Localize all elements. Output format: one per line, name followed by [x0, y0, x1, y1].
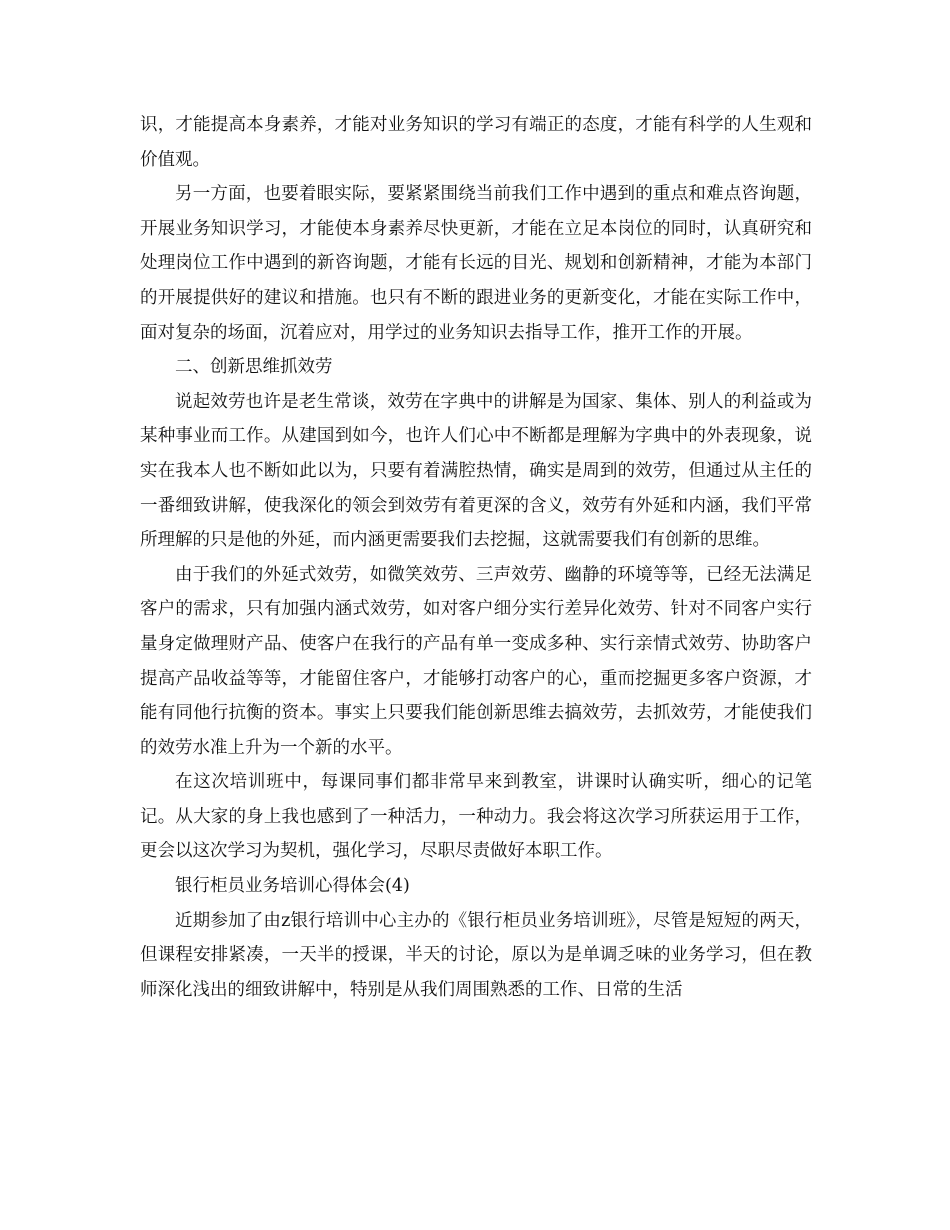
- paragraph-training-class: 在这次培训班中，每课同事们都非常早来到教室，讲课时认确实听，细心的记笔记。从大家的身上我也感到了一种活力，一种动力。我会将这次学习所获运用于工作，更会以这次学习为契机，强化学习，尽职尽责做好本职工作。: [140, 772, 812, 862]
- paragraph-service-meaning: 说起效劳也许是老生常谈，效劳在字典中的讲解是为国家、集体、别人的利益或为某种事业而工作。从建国到如今，也许人们心中不断都是理解为字典中的外表现象，说实在我本人也不断如此以为，只要有着满腔热情，确实是周到的效劳，但通过从主任的一番细致讲解，使我深化的领会到效劳有着更深的含义，效劳有外延和内涵，我们平常所理解的只是他的外延，而内涵更需要我们去挖掘，这就需要我们有创新的思维。: [140, 391, 812, 551]
- section-heading-part-4: 银行柜员业务培训心得体会(4): [175, 876, 410, 897]
- paragraph-recent-training: 近期参加了由z银行培训中心主办的《银行柜员业务培训班》，尽管是短短的两天，但课程安排紧凑，一天半的授课，半天的讨论，原以为是单调乏味的业务学习，但在教师深化浅出的细致讲解中，特别是从我们周围熟悉的工作、日常的生活: [140, 910, 812, 1000]
- section-heading-innovative-service: 二、创新思维抓效劳: [175, 357, 333, 378]
- paragraph-business-study: 另一方面，也要着眼实际，要紧紧围绕当前我们工作中遇到的重点和难点咨询题，开展业务知识学习，才能使本身素养尽快更新，才能在立足本岗位的同时，认真研究和处理岗位工作中遇到的新咨询题，才能有长远的目光、规划和创新精神，才能为本部门的开展提供好的建议和措施。也只有不断的跟进业务的更新变化，才能在实际工作中，面对复杂的场面，沉着应对，用学过的业务知识去指导工作，推开工作的开展。: [140, 184, 812, 343]
- document-body: [140, 108, 812, 1007]
- paragraph-intensive-service: 由于我们的外延式效劳，如微笑效劳、三声效劳、幽静的环境等等，已经无法满足客户的需求，只有加强内涵式效劳，如对客户细分实行差异化效劳、针对不同客户实行量身定做理财产品、使客户在我行的产品有单一变成多种、实行亲情式效劳、协助客户提高产品收益等等，才能留住客户，才能够打动客户的心，重而挖掘更多客户资源，才能有同他行抗衡的资本。事实上只要我们能创新思维去搞效劳，去抓效劳，才能使我们的效劳水准上升为一个新的水平。: [140, 564, 812, 758]
- paragraph-continuation: 识，才能提高本身素养，才能对业务知识的学习有端正的态度，才能有科学的人生观和价值观。: [140, 115, 812, 170]
